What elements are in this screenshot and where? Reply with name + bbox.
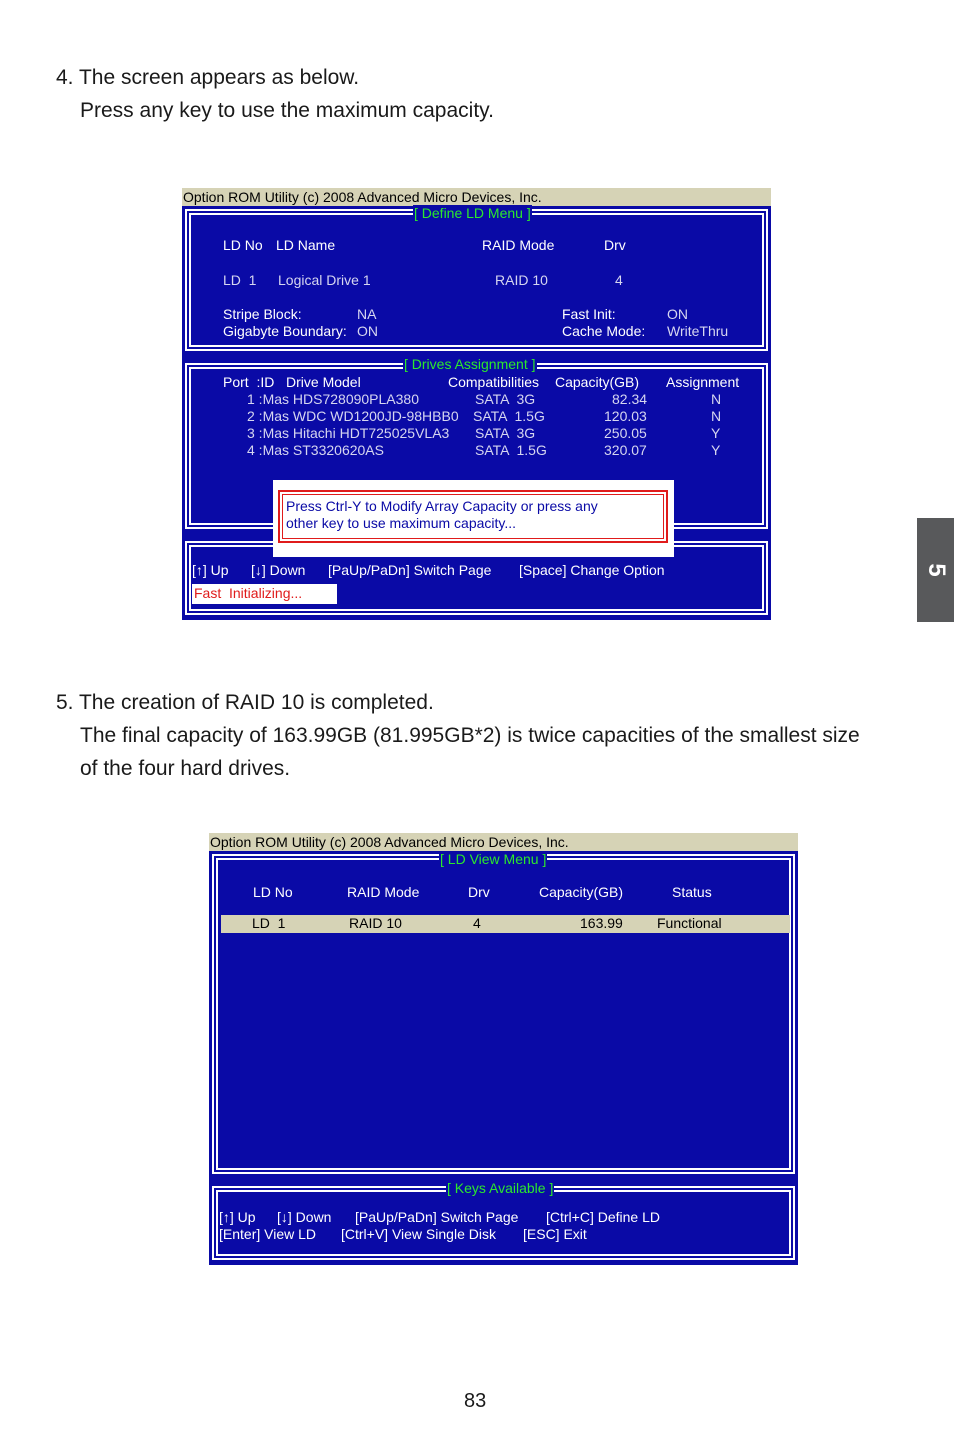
drive-row-1-assign[interactable]: N (711, 391, 722, 407)
drive-row-4-capacity: 320.07 (604, 442, 647, 458)
popup-line-1: Press Ctrl-Y to Modify Array Capacity or press any (286, 498, 598, 514)
drive-row-3-capacity: 250.05 (604, 425, 647, 441)
drive-row-4-assign[interactable]: Y (711, 442, 721, 458)
view-header-drv: Drv (468, 884, 490, 900)
header-ld-no: LD No (223, 237, 263, 253)
key2-view-ld: [Enter] View LD (219, 1226, 317, 1242)
ld-view-screen (209, 833, 798, 1265)
drive-row-3-assign[interactable]: Y (711, 425, 721, 441)
step5-line2: The final capacity of 163.99GB (81.995GB*2) is twice capacities of the smallest size (80, 724, 860, 747)
drive-row-2-assign[interactable]: N (711, 408, 722, 424)
key2-switch-page: [PaUp/PaDn] Switch Page (355, 1209, 519, 1225)
drive-row-2-capacity: 120.03 (604, 408, 647, 424)
fast-init-status: Fast Initializing... (192, 584, 337, 604)
drive-row-1-compat: SATA 3G (475, 391, 536, 407)
step5-line1: 5. The creation of RAID 10 is completed. (56, 691, 434, 714)
ld-name-value[interactable]: Logical Drive 1 (278, 272, 371, 288)
key-switch-page: [PaUp/PaDn] Switch Page (328, 562, 492, 578)
chapter-number: 5 (922, 563, 950, 577)
stripe-block-value[interactable]: NA (357, 306, 377, 322)
step4-line1: 4. The screen appears as below. (56, 66, 360, 89)
key-change-option: [Space] Change Option (519, 562, 665, 578)
header-port-id-model: Port :ID Drive Model (223, 374, 361, 390)
keys-available-title: [ Keys Available ] (447, 1180, 554, 1196)
key2-up: [↑] Up (219, 1209, 256, 1225)
stripe-block-label: Stripe Block: (223, 306, 302, 322)
key2-down: [↓] Down (277, 1209, 332, 1225)
drv-value: 4 (615, 272, 623, 288)
cache-mode-label: Cache Mode: (562, 323, 646, 339)
ld-row-status[interactable]: Functional (657, 915, 722, 931)
drive-row-1-model: 1 :Mas HDS728090PLA380 (247, 391, 419, 407)
ld-row-number[interactable]: LD 1 (252, 915, 286, 931)
header-capacity: Capacity(GB) (555, 374, 640, 390)
view-header-status: Status (672, 884, 712, 900)
view-header-ld-no: LD No (253, 884, 293, 900)
key2-exit: [ESC] Exit (523, 1226, 587, 1242)
key-down: [↓] Down (251, 562, 306, 578)
screen2-title-bar: Option ROM Utility (c) 2008 Advanced Micro Devices, Inc. (209, 833, 798, 851)
ld-view-panel (212, 854, 795, 1174)
drive-row-4-compat: SATA 1.5G (475, 442, 547, 458)
drives-assignment-title: [ Drives Assignment ] (404, 356, 536, 372)
header-raid-mode: RAID Mode (482, 237, 555, 253)
screen1-title-bar: Option ROM Utility (c) 2008 Advanced Micro Devices, Inc. (182, 188, 771, 206)
raid-mode-value[interactable]: RAID 10 (495, 272, 548, 288)
header-ld-name: LD Name (276, 237, 336, 253)
header-compatibilities: Compatibilities (448, 374, 540, 390)
drive-row-2-compat: SATA 1.5G (473, 408, 545, 424)
key2-define-ld: [Ctrl+C] Define LD (546, 1209, 660, 1225)
ld-row-raid[interactable]: RAID 10 (349, 915, 402, 931)
fast-init-value[interactable]: ON (667, 306, 688, 322)
key-up: [↑] Up (192, 562, 229, 578)
popup-message (286, 498, 598, 532)
capacity-popup (273, 480, 674, 557)
view-header-capacity: Capacity(GB) (539, 884, 624, 900)
ld-row-drv[interactable]: 4 (473, 915, 481, 931)
ld-row-capacity[interactable]: 163.99 (580, 915, 623, 931)
page-number: 83 (464, 1390, 487, 1412)
fast-init-label: Fast Init: (562, 306, 616, 322)
ld-view-panel-title: [ LD View Menu ] (440, 851, 547, 867)
drive-row-2-model: 2 :Mas WDC WD1200JD-98HBB0 (247, 408, 459, 424)
step5-line3: of the four hard drives. (80, 757, 291, 780)
header-drv: Drv (604, 237, 626, 253)
header-assignment: Assignment (666, 374, 740, 390)
define-ld-panel-title: [ Define LD Menu ] (414, 205, 531, 221)
drive-row-4-model: 4 :Mas ST3320620AS (247, 442, 384, 458)
define-ld-screen (182, 188, 771, 620)
chapter-tab (917, 518, 954, 622)
popup-line-2: other key to use maximum capacity... (286, 515, 517, 531)
step4-line2: Press any key to use the maximum capacity. (80, 99, 494, 122)
drive-row-3-model: 3 :Mas Hitachi HDT725025VLA3 (247, 425, 450, 441)
gigabyte-boundary-value[interactable]: ON (357, 323, 378, 339)
drive-row-3-compat: SATA 3G (475, 425, 536, 441)
ld-number[interactable]: LD 1 (223, 272, 257, 288)
key2-view-single-disk: [Ctrl+V] View Single Disk (341, 1226, 496, 1242)
cache-mode-value[interactable]: WriteThru (667, 323, 729, 339)
drive-row-1-capacity: 82.34 (612, 391, 648, 407)
view-header-raid-mode: RAID Mode (347, 884, 420, 900)
gigabyte-boundary-label: Gigabyte Boundary: (223, 323, 347, 339)
